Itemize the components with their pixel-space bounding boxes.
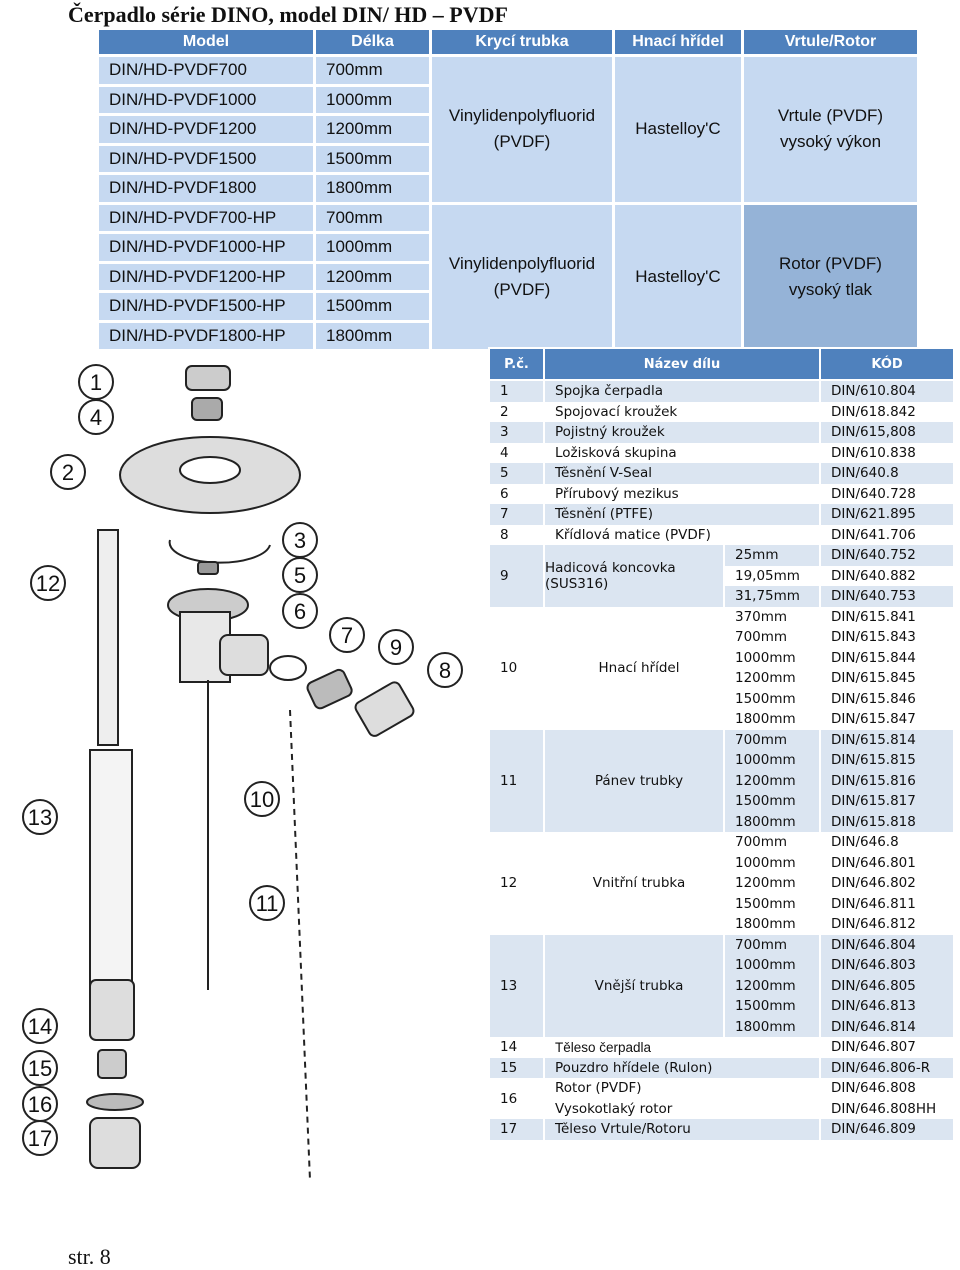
table-row: 1 Spojka čerpadla DIN/610.804 <box>489 380 954 402</box>
table-row: 1200mm DIN/646.805 <box>489 976 954 997</box>
table-row: 1000mm DIN/646.803 <box>489 955 954 976</box>
table-row: 1500mm DIN/646.811 <box>489 894 954 915</box>
table-row: 700mm DIN/615.843 <box>489 627 954 648</box>
length-cell: 700mm <box>316 202 429 232</box>
callout-17 <box>23 1121 57 1155</box>
svg-text:14: 14 <box>27 1014 53 1039</box>
header-part-name: Název dílu <box>544 348 820 380</box>
model-cell: DIN/HD-PVDF1200 <box>99 113 313 143</box>
table-row: 31,75mm DIN/640.753 <box>489 586 954 607</box>
model-cell: DIN/HD-PVDF1800-HP <box>99 320 313 350</box>
table-row: 16 Rotor (PVDF) DIN/646.808 <box>489 1078 954 1099</box>
table-row: 1500mm DIN/615.817 <box>489 791 954 812</box>
callout-1 <box>79 365 113 399</box>
table-row: 10 Hnací hřídel 370mm DIN/615.841 <box>489 607 954 628</box>
cover-tube-cell: Vinylidenpolyfluorid (PVDF) <box>432 202 612 350</box>
table-row: 2 Spojovací kroužek DIN/618.842 <box>489 402 954 423</box>
table-row: 5 Těsnění V-Seal DIN/640.8 <box>489 463 954 484</box>
table-row: 8 Křídlová matice (PVDF) DIN/641.706 <box>489 525 954 546</box>
length-cell: 1000mm <box>316 231 429 261</box>
length-cell: 1500mm <box>316 290 429 320</box>
callout-11 <box>250 886 284 920</box>
table-row: 1800mm DIN/615.818 <box>489 812 954 833</box>
table-row: 1500mm DIN/615.846 <box>489 689 954 710</box>
svg-text:1: 1 <box>89 370 103 395</box>
shaft-cell: Hastelloy'C <box>615 54 741 202</box>
table-row: 1200mm DIN/615.845 <box>489 668 954 689</box>
svg-text:16: 16 <box>27 1092 53 1117</box>
header-cover-tube: Krycí trubka <box>432 30 612 54</box>
header-code: KÓD <box>820 348 954 380</box>
parts-table <box>488 347 955 1140</box>
table-row: Vysokotlaký rotor DIN/646.808HH <box>489 1099 954 1120</box>
callout-4 <box>79 400 113 434</box>
table-row: 1800mm DIN/615.847 <box>489 709 954 730</box>
table-row: 1800mm DIN/646.812 <box>489 914 954 935</box>
pump-exploded-drawing <box>20 350 480 1180</box>
model-row <box>99 202 917 232</box>
callout-10 <box>245 782 279 816</box>
table-row: 11 Pánev trubky 700mm DIN/615.814 <box>489 730 954 751</box>
table-row: 1000mm DIN/615.815 <box>489 750 954 771</box>
length-cell: 1200mm <box>316 261 429 291</box>
model-cell: DIN/HD-PVDF1800 <box>99 172 313 202</box>
table-row: 17 Těleso Vrtule/Rotoru DIN/646.809 <box>489 1119 954 1140</box>
callout-3 <box>283 523 317 557</box>
svg-text:2: 2 <box>61 460 75 485</box>
table-row: 4 Ložisková skupina DIN/610.838 <box>489 443 954 464</box>
length-cell: 1500mm <box>316 143 429 173</box>
callout-7 <box>330 618 364 652</box>
page-title: Čerpadlo série DINO, model DIN/ HD – PVDF <box>68 2 508 27</box>
length-cell: 1000mm <box>316 84 429 114</box>
page-number: str. 8 <box>68 1244 111 1269</box>
svg-text:13: 13 <box>27 805 53 830</box>
table-row: 12 Vnitřní trubka 700mm DIN/646.8 <box>489 832 954 853</box>
model-row <box>99 54 917 84</box>
header-length: Délka <box>316 30 429 54</box>
length-cell: 1800mm <box>316 172 429 202</box>
shaft-cell: Hastelloy'C <box>615 202 741 350</box>
length-cell: 1800mm <box>316 320 429 350</box>
svg-text:12: 12 <box>35 571 61 596</box>
svg-text:9: 9 <box>389 635 403 660</box>
rotor-cell: Vrtule (PVDF) vysoký výkon <box>744 54 917 202</box>
table-row: 14 Těleso čerpadla DIN/646.807 <box>489 1037 954 1058</box>
rotor-cell: Rotor (PVDF) vysoký tlak <box>744 202 917 350</box>
header-model: Model <box>99 30 313 54</box>
length-cell: 700mm <box>316 54 429 84</box>
model-cell: DIN/HD-PVDF700-HP <box>99 202 313 232</box>
svg-text:17: 17 <box>27 1126 53 1151</box>
header-drive-shaft: Hnací hřídel <box>615 30 741 54</box>
callout-2 <box>51 455 85 489</box>
callout-13 <box>23 800 57 834</box>
model-cell: DIN/HD-PVDF1200-HP <box>99 261 313 291</box>
table-row: 1200mm DIN/646.802 <box>489 873 954 894</box>
model-cell: DIN/HD-PVDF700 <box>99 54 313 84</box>
header-rotor: Vrtule/Rotor <box>744 30 917 54</box>
model-cell: DIN/HD-PVDF1000-HP <box>99 231 313 261</box>
table-row: 13 Vnější trubka 700mm DIN/646.804 <box>489 935 954 956</box>
table-row: 1000mm DIN/646.801 <box>489 853 954 874</box>
callout-5 <box>283 558 317 592</box>
svg-text:7: 7 <box>340 623 354 648</box>
model-table <box>96 30 920 349</box>
svg-text:10: 10 <box>249 787 275 812</box>
callout-6 <box>283 594 317 628</box>
svg-text:5: 5 <box>293 563 307 588</box>
cover-tube-cell: Vinylidenpolyfluorid (PVDF) <box>432 54 612 202</box>
callout-16 <box>23 1087 57 1121</box>
table-row: 6 Přírubový mezikus DIN/640.728 <box>489 484 954 505</box>
svg-text:15: 15 <box>27 1056 53 1081</box>
model-cell: DIN/HD-PVDF1000 <box>99 84 313 114</box>
table-row: 9 Hadicová koncovka (SUS316) 25mm DIN/640.752 <box>489 545 954 566</box>
callout-8 <box>428 653 462 687</box>
table-row: 1800mm DIN/646.814 <box>489 1017 954 1038</box>
svg-text:11: 11 <box>255 891 279 916</box>
svg-text:6: 6 <box>293 599 307 624</box>
callout-14 <box>23 1009 57 1043</box>
callout-15 <box>23 1051 57 1085</box>
callout-9 <box>379 630 413 664</box>
model-cell: DIN/HD-PVDF1500-HP <box>99 290 313 320</box>
table-row: 7 Těsnění (PTFE) DIN/621.895 <box>489 504 954 525</box>
header-part-no: P.č. <box>489 348 544 380</box>
length-cell: 1200mm <box>316 113 429 143</box>
model-cell: DIN/HD-PVDF1500 <box>99 143 313 173</box>
table-row: 1500mm DIN/646.813 <box>489 996 954 1017</box>
table-row: 15 Pouzdro hřídele (Rulon) DIN/646.806-R <box>489 1058 954 1079</box>
table-row: 3 Pojistný kroužek DIN/615,808 <box>489 422 954 443</box>
svg-text:4: 4 <box>89 405 103 430</box>
svg-text:3: 3 <box>293 528 307 553</box>
table-row: 1200mm DIN/615.816 <box>489 771 954 792</box>
callout-12 <box>31 566 65 600</box>
table-row: 1000mm DIN/615.844 <box>489 648 954 669</box>
svg-text:8: 8 <box>438 658 452 683</box>
table-row: 19,05mm DIN/640.882 <box>489 566 954 587</box>
